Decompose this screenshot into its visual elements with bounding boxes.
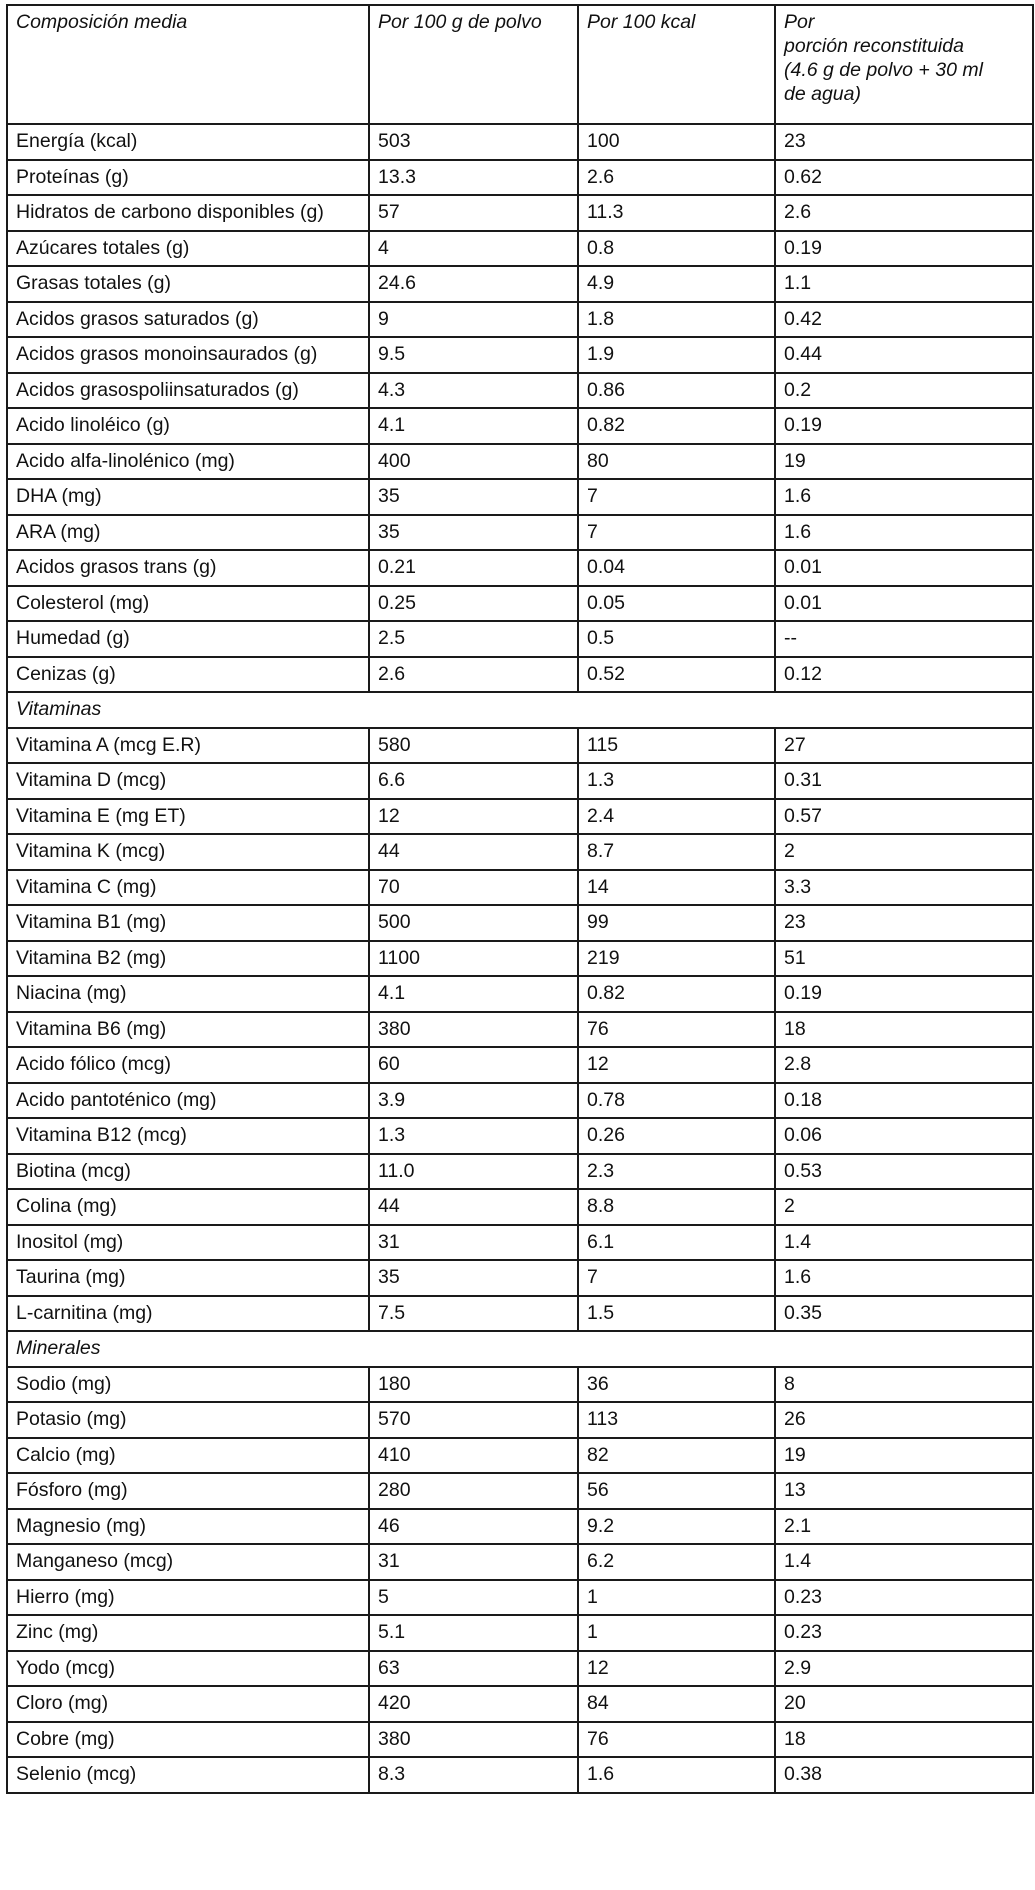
table-row: [7, 1083, 1033, 1119]
per-100g-cell: 5: [369, 1580, 578, 1616]
per-portion-cell: 20: [775, 1686, 1033, 1722]
nutrient-name-cell: Acido linoléico (g): [7, 408, 369, 444]
nutrient-name-cell: DHA (mg): [7, 479, 369, 515]
per-100kcal-cell: 0.8: [578, 231, 775, 267]
table-row: [7, 1402, 1033, 1438]
per-portion-cell: 2.1: [775, 1509, 1033, 1545]
per-portion-cell: 0.53: [775, 1154, 1033, 1190]
per-portion-cell: 0.35: [775, 1296, 1033, 1332]
per-100g-cell: 8.3: [369, 1757, 578, 1793]
per-portion-cell: 0.44: [775, 337, 1033, 373]
per-100kcal-cell: 1.9: [578, 337, 775, 373]
nutrient-name-cell: ARA (mg): [7, 515, 369, 551]
table-row: [7, 1580, 1033, 1616]
header-por-porcion-line3: (4.6 g de polvo + 30 ml: [784, 59, 983, 81]
per-portion-cell: 0.62: [775, 160, 1033, 196]
per-portion-cell: 13: [775, 1473, 1033, 1509]
table-row: [7, 799, 1033, 835]
per-100g-cell: 420: [369, 1686, 578, 1722]
header-por-porcion: [775, 5, 1033, 124]
section-header-row: [7, 1331, 1033, 1367]
nutrient-name-cell: Acidos grasospoliinsaturados (g): [7, 373, 369, 409]
nutrition-table: [6, 4, 1034, 1794]
table-row: [7, 1438, 1033, 1474]
table-row: [7, 1118, 1033, 1154]
per-portion-cell: 1.6: [775, 1260, 1033, 1296]
nutrient-name-cell: Taurina (mg): [7, 1260, 369, 1296]
table-row: [7, 763, 1033, 799]
per-portion-cell: 2.8: [775, 1047, 1033, 1083]
per-100kcal-cell: 113: [578, 1402, 775, 1438]
header-por-porcion-line4: de agua): [784, 83, 861, 105]
per-100kcal-cell: 56: [578, 1473, 775, 1509]
per-100kcal-cell: 6.1: [578, 1225, 775, 1261]
nutrient-name-cell: Niacina (mg): [7, 976, 369, 1012]
per-100g-cell: 380: [369, 1012, 578, 1048]
per-portion-cell: 1.4: [775, 1225, 1033, 1261]
per-portion-cell: 0.42: [775, 302, 1033, 338]
per-portion-cell: 1.6: [775, 515, 1033, 551]
per-portion-cell: 18: [775, 1012, 1033, 1048]
nutrient-name-cell: Calcio (mg): [7, 1438, 369, 1474]
per-100g-cell: 60: [369, 1047, 578, 1083]
nutrition-table-body: [7, 5, 1033, 1793]
nutrient-name-cell: Vitamina A (mcg E.R): [7, 728, 369, 764]
per-100kcal-cell: 7: [578, 515, 775, 551]
nutrient-name-cell: Vitamina B2 (mg): [7, 941, 369, 977]
per-100kcal-cell: 0.52: [578, 657, 775, 693]
table-row: [7, 1225, 1033, 1261]
per-100kcal-cell: 36: [578, 1367, 775, 1403]
per-portion-cell: 0.01: [775, 550, 1033, 586]
per-portion-cell: 1.1: [775, 266, 1033, 302]
per-portion-cell: 8: [775, 1367, 1033, 1403]
per-portion-cell: 0.23: [775, 1580, 1033, 1616]
per-100g-cell: 11.0: [369, 1154, 578, 1190]
per-100g-cell: 6.6: [369, 763, 578, 799]
table-row: [7, 302, 1033, 338]
per-100kcal-cell: 219: [578, 941, 775, 977]
table-row: [7, 515, 1033, 551]
table-row: [7, 160, 1033, 196]
per-portion-cell: 0.06: [775, 1118, 1033, 1154]
header-por-100kcal: Por 100 kcal: [578, 5, 775, 124]
table-row: [7, 728, 1033, 764]
per-100kcal-cell: 100: [578, 124, 775, 160]
per-100kcal-cell: 1.6: [578, 1757, 775, 1793]
per-portion-cell: 19: [775, 444, 1033, 480]
nutrient-name-cell: L-carnitina (mg): [7, 1296, 369, 1332]
nutrient-name-cell: Zinc (mg): [7, 1615, 369, 1651]
per-100kcal-cell: 11.3: [578, 195, 775, 231]
table-row: [7, 834, 1033, 870]
table-row: [7, 1686, 1033, 1722]
per-100kcal-cell: 12: [578, 1047, 775, 1083]
per-100g-cell: 13.3: [369, 160, 578, 196]
nutrient-name-cell: Vitamina B6 (mg): [7, 1012, 369, 1048]
per-100kcal-cell: 115: [578, 728, 775, 764]
per-100g-cell: 4.1: [369, 408, 578, 444]
per-100g-cell: 4.3: [369, 373, 578, 409]
table-row: [7, 905, 1033, 941]
per-100kcal-cell: 1: [578, 1615, 775, 1651]
nutrient-name-cell: Magnesio (mg): [7, 1509, 369, 1545]
nutrient-name-cell: Acidos grasos trans (g): [7, 550, 369, 586]
per-100kcal-cell: 8.8: [578, 1189, 775, 1225]
table-row: [7, 941, 1033, 977]
per-100g-cell: 46: [369, 1509, 578, 1545]
nutrient-name-cell: Acido pantoténico (mg): [7, 1083, 369, 1119]
nutrient-name-cell: Vitamina B12 (mcg): [7, 1118, 369, 1154]
section-header-row: [7, 692, 1033, 728]
per-portion-cell: 0.19: [775, 231, 1033, 267]
per-100kcal-cell: 1: [578, 1580, 775, 1616]
per-100kcal-cell: 9.2: [578, 1509, 775, 1545]
nutrient-name-cell: Manganeso (mcg): [7, 1544, 369, 1580]
per-100kcal-cell: 0.78: [578, 1083, 775, 1119]
per-100g-cell: 57: [369, 195, 578, 231]
per-100kcal-cell: 4.9: [578, 266, 775, 302]
per-100g-cell: 0.25: [369, 586, 578, 622]
per-100kcal-cell: 1.5: [578, 1296, 775, 1332]
nutrient-name-cell: Colina (mg): [7, 1189, 369, 1225]
per-100g-cell: 9: [369, 302, 578, 338]
per-100g-cell: 180: [369, 1367, 578, 1403]
nutrient-name-cell: Cloro (mg): [7, 1686, 369, 1722]
per-100g-cell: 12: [369, 799, 578, 835]
table-row: [7, 1047, 1033, 1083]
per-100kcal-cell: 0.82: [578, 408, 775, 444]
per-100g-cell: 0.21: [369, 550, 578, 586]
per-portion-cell: 2: [775, 834, 1033, 870]
table-row: [7, 1757, 1033, 1793]
table-row: [7, 1509, 1033, 1545]
table-row: [7, 1296, 1033, 1332]
table-row: [7, 337, 1033, 373]
per-100kcal-cell: 7: [578, 1260, 775, 1296]
per-100kcal-cell: 7: [578, 479, 775, 515]
per-100kcal-cell: 0.05: [578, 586, 775, 622]
per-100g-cell: 4.1: [369, 976, 578, 1012]
nutrient-name-cell: Energía (kcal): [7, 124, 369, 160]
per-100kcal-cell: 1.8: [578, 302, 775, 338]
per-100g-cell: 410: [369, 1438, 578, 1474]
per-100g-cell: 2.6: [369, 657, 578, 693]
table-row: [7, 1651, 1033, 1687]
section-label: Vitaminas: [7, 692, 1033, 728]
table-row: [7, 266, 1033, 302]
table-row: [7, 1154, 1033, 1190]
per-100kcal-cell: 12: [578, 1651, 775, 1687]
nutrient-name-cell: Hidratos de carbono disponibles (g): [7, 195, 369, 231]
nutrient-name-cell: Fósforo (mg): [7, 1473, 369, 1509]
per-100kcal-cell: 6.2: [578, 1544, 775, 1580]
table-row: [7, 408, 1033, 444]
per-100kcal-cell: 82: [578, 1438, 775, 1474]
per-100kcal-cell: 0.82: [578, 976, 775, 1012]
per-portion-cell: 3.3: [775, 870, 1033, 906]
per-100kcal-cell: 0.86: [578, 373, 775, 409]
per-100kcal-cell: 2.6: [578, 160, 775, 196]
table-row: [7, 586, 1033, 622]
nutrient-name-cell: Acidos grasos monoinsaurados (g): [7, 337, 369, 373]
per-portion-cell: 2.9: [775, 1651, 1033, 1687]
per-100g-cell: 3.9: [369, 1083, 578, 1119]
per-portion-cell: 26: [775, 1402, 1033, 1438]
table-row: [7, 870, 1033, 906]
per-portion-cell: 2: [775, 1189, 1033, 1225]
per-100g-cell: 280: [369, 1473, 578, 1509]
per-portion-cell: 23: [775, 905, 1033, 941]
per-portion-cell: --: [775, 621, 1033, 657]
nutrient-name-cell: Grasas totales (g): [7, 266, 369, 302]
table-row: [7, 195, 1033, 231]
per-100g-cell: 9.5: [369, 337, 578, 373]
nutrient-name-cell: Humedad (g): [7, 621, 369, 657]
nutrient-name-cell: Sodio (mg): [7, 1367, 369, 1403]
header-por-porcion-line2: porción reconstituida: [784, 35, 964, 57]
table-row: [7, 444, 1033, 480]
per-portion-cell: 2.6: [775, 195, 1033, 231]
per-portion-cell: 0.38: [775, 1757, 1033, 1793]
per-100kcal-cell: 2.4: [578, 799, 775, 835]
per-100g-cell: 503: [369, 124, 578, 160]
nutrient-name-cell: Biotina (mcg): [7, 1154, 369, 1190]
nutrient-name-cell: Colesterol (mg): [7, 586, 369, 622]
per-portion-cell: 0.2: [775, 373, 1033, 409]
nutrient-name-cell: Vitamina C (mg): [7, 870, 369, 906]
per-100kcal-cell: 8.7: [578, 834, 775, 870]
per-100kcal-cell: 0.26: [578, 1118, 775, 1154]
per-portion-cell: 1.4: [775, 1544, 1033, 1580]
per-100kcal-cell: 80: [578, 444, 775, 480]
per-100g-cell: 570: [369, 1402, 578, 1438]
per-100kcal-cell: 99: [578, 905, 775, 941]
table-row: [7, 1473, 1033, 1509]
nutrient-name-cell: Vitamina D (mcg): [7, 763, 369, 799]
table-row: [7, 621, 1033, 657]
table-row: [7, 231, 1033, 267]
per-portion-cell: 0.57: [775, 799, 1033, 835]
table-row: [7, 657, 1033, 693]
per-portion-cell: 51: [775, 941, 1033, 977]
header-composicion: Composición media: [7, 5, 369, 124]
per-100g-cell: 35: [369, 479, 578, 515]
table-row: [7, 124, 1033, 160]
per-portion-cell: 0.12: [775, 657, 1033, 693]
per-100g-cell: 24.6: [369, 266, 578, 302]
per-portion-cell: 0.01: [775, 586, 1033, 622]
per-portion-cell: 0.31: [775, 763, 1033, 799]
per-100g-cell: 4: [369, 231, 578, 267]
table-row: [7, 373, 1033, 409]
per-100g-cell: 380: [369, 1722, 578, 1758]
per-portion-cell: 19: [775, 1438, 1033, 1474]
per-portion-cell: 0.18: [775, 1083, 1033, 1119]
nutrient-name-cell: Hierro (mg): [7, 1580, 369, 1616]
per-100kcal-cell: 0.5: [578, 621, 775, 657]
table-row: [7, 1722, 1033, 1758]
nutrient-name-cell: Cenizas (g): [7, 657, 369, 693]
nutrient-name-cell: Inositol (mg): [7, 1225, 369, 1261]
nutrient-name-cell: Acido fólico (mcg): [7, 1047, 369, 1083]
nutrient-name-cell: Proteínas (g): [7, 160, 369, 196]
per-100g-cell: 7.5: [369, 1296, 578, 1332]
per-100kcal-cell: 76: [578, 1722, 775, 1758]
nutrient-name-cell: Potasio (mg): [7, 1402, 369, 1438]
per-portion-cell: 0.19: [775, 408, 1033, 444]
per-100g-cell: 44: [369, 1189, 578, 1225]
per-portion-cell: 27: [775, 728, 1033, 764]
per-100kcal-cell: 1.3: [578, 763, 775, 799]
header-por-100g: Por 100 g de polvo: [369, 5, 578, 124]
per-100g-cell: 35: [369, 1260, 578, 1296]
nutrient-name-cell: Vitamina K (mcg): [7, 834, 369, 870]
per-100g-cell: 44: [369, 834, 578, 870]
per-100g-cell: 1.3: [369, 1118, 578, 1154]
nutrient-name-cell: Azúcares totales (g): [7, 231, 369, 267]
nutrient-name-cell: Selenio (mcg): [7, 1757, 369, 1793]
table-row: [7, 550, 1033, 586]
per-portion-cell: 18: [775, 1722, 1033, 1758]
per-100g-cell: 63: [369, 1651, 578, 1687]
per-100kcal-cell: 84: [578, 1686, 775, 1722]
per-100g-cell: 5.1: [369, 1615, 578, 1651]
per-100g-cell: 400: [369, 444, 578, 480]
per-100g-cell: 2.5: [369, 621, 578, 657]
header-por-porcion-line1: Por: [784, 11, 815, 33]
per-portion-cell: 23: [775, 124, 1033, 160]
table-row: [7, 1012, 1033, 1048]
per-100kcal-cell: 2.3: [578, 1154, 775, 1190]
per-100g-cell: 31: [369, 1544, 578, 1580]
per-100g-cell: 31: [369, 1225, 578, 1261]
section-label: Minerales: [7, 1331, 1033, 1367]
per-100g-cell: 500: [369, 905, 578, 941]
table-row: [7, 1260, 1033, 1296]
nutrient-name-cell: Acidos grasos saturados (g): [7, 302, 369, 338]
per-portion-cell: 0.23: [775, 1615, 1033, 1651]
nutrient-name-cell: Yodo (mcg): [7, 1651, 369, 1687]
table-header-row: [7, 5, 1033, 124]
nutrient-name-cell: Acido alfa-linolénico (mg): [7, 444, 369, 480]
table-row: [7, 1367, 1033, 1403]
table-row: [7, 1189, 1033, 1225]
per-100g-cell: 1100: [369, 941, 578, 977]
per-100kcal-cell: 14: [578, 870, 775, 906]
per-portion-cell: 1.6: [775, 479, 1033, 515]
nutrient-name-cell: Cobre (mg): [7, 1722, 369, 1758]
per-100g-cell: 35: [369, 515, 578, 551]
per-100g-cell: 580: [369, 728, 578, 764]
per-100g-cell: 70: [369, 870, 578, 906]
table-row: [7, 976, 1033, 1012]
per-100kcal-cell: 76: [578, 1012, 775, 1048]
table-row: [7, 479, 1033, 515]
nutrient-name-cell: Vitamina B1 (mg): [7, 905, 369, 941]
nutrient-name-cell: Vitamina E (mg ET): [7, 799, 369, 835]
per-portion-cell: 0.19: [775, 976, 1033, 1012]
per-100kcal-cell: 0.04: [578, 550, 775, 586]
table-row: [7, 1615, 1033, 1651]
table-row: [7, 1544, 1033, 1580]
